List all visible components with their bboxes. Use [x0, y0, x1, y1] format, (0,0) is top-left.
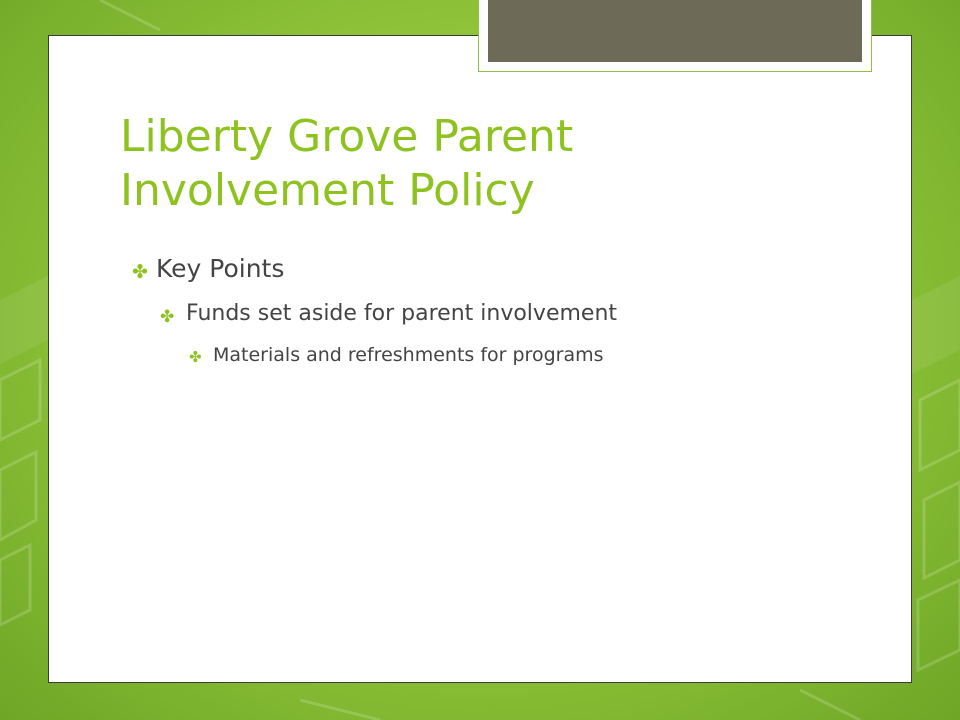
slide-title-line-2: Involvement Policy [120, 165, 535, 216]
bullet-text: Materials and refreshments for programs [213, 344, 604, 366]
bullet-flower-icon: ✤ [189, 348, 202, 366]
bullet-text: Key Points [156, 254, 285, 283]
bullet-text: Funds set aside for parent involvement [186, 301, 618, 326]
slide-title-line-1: Liberty Grove Parent [120, 111, 574, 162]
bullet-flower-icon: ✤ [132, 261, 148, 283]
bullet-flower-icon: ✤ [160, 307, 175, 327]
